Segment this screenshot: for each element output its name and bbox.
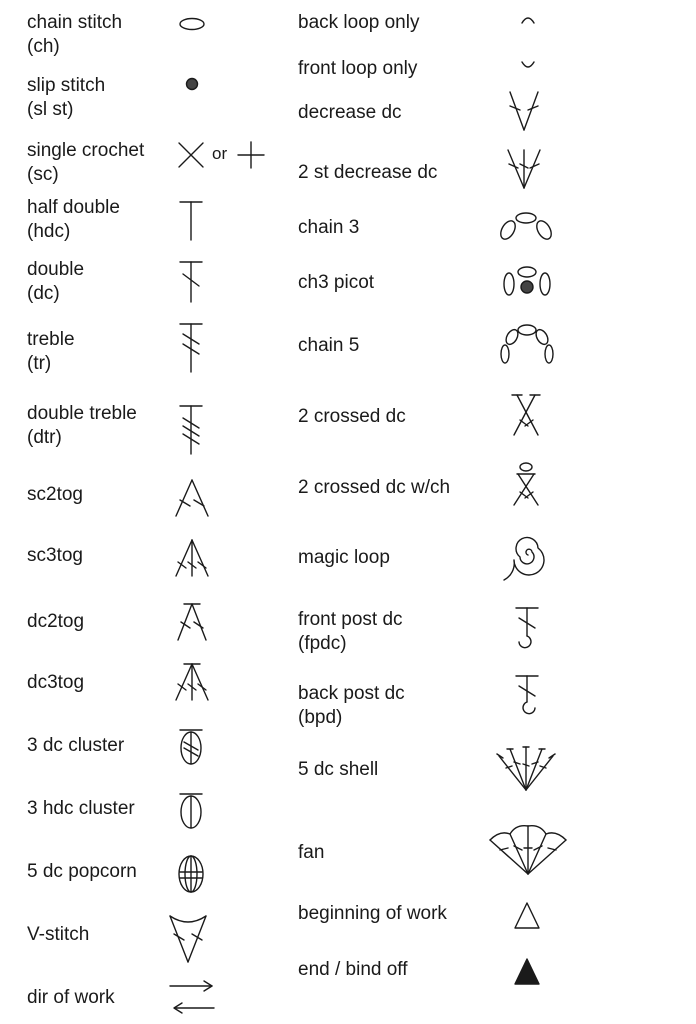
sc2tog-icon: [172, 476, 212, 520]
hdc-cluster-label: 3 hdc cluster: [27, 798, 135, 819]
or-text: or: [212, 144, 228, 163]
end-label: end / bind off: [298, 959, 408, 980]
sc3tog-label: sc3tog: [27, 545, 83, 566]
end-triangle-icon: [512, 956, 542, 988]
fpdc-label: front post dc (fpdc): [298, 609, 403, 654]
magic-loop-label: magic loop: [298, 547, 390, 568]
hdc-cluster-icon: [176, 790, 206, 834]
slip-stitch-icon: [184, 76, 200, 92]
back-loop-label: back loop only: [298, 12, 420, 33]
ch3-picot-label: ch3 picot: [298, 272, 375, 293]
treble-icon: [176, 320, 206, 376]
front-loop-icon: [518, 58, 538, 72]
fpdc-icon: [512, 604, 542, 652]
double-treble-icon: [176, 402, 206, 458]
decrease-2st-icon: [504, 146, 544, 194]
dc2tog-icon: [172, 600, 212, 644]
chain5-label: chain 5: [298, 335, 360, 356]
decrease-2st-label: 2 st decrease dc: [298, 162, 438, 183]
v-stitch-icon: [166, 910, 210, 966]
treble-label: treble (tr): [27, 329, 75, 374]
double-treble-label: double treble (dtr): [27, 403, 137, 448]
chain-stitch-label: chain stitch (ch): [27, 12, 123, 57]
decrease-dc-icon: [504, 88, 544, 136]
dc2tog-label: dc2tog: [27, 611, 85, 632]
popcorn-label: 5 dc popcorn: [27, 861, 137, 882]
chain-stitch-icon: [178, 14, 208, 34]
ch3-picot-icon: [500, 262, 556, 302]
single-crochet-plus-icon: [236, 140, 266, 170]
front-loop-label: front loop only: [298, 58, 418, 79]
dc-cluster-label: 3 dc cluster: [27, 735, 125, 756]
dir-of-work-label: dir of work: [27, 987, 115, 1008]
double-crochet-icon: [176, 258, 206, 306]
fan-label: fan: [298, 842, 325, 863]
single-crochet-label: single crochet (sc): [27, 140, 145, 185]
crossed-dc-ch-icon: [508, 460, 544, 508]
bpdc-label: back post dc (bpd): [298, 683, 405, 728]
beginning-triangle-icon: [512, 900, 542, 932]
half-double-label: half double (hdc): [27, 197, 120, 242]
shell-icon: [496, 744, 556, 794]
chain3-icon: [498, 208, 558, 244]
chain5-icon: [498, 322, 558, 370]
half-double-icon: [176, 198, 206, 244]
shell-label: 5 dc shell: [298, 759, 379, 780]
sc2tog-label: sc2tog: [27, 484, 83, 505]
bpdc-icon: [512, 672, 542, 720]
magic-loop-icon: [500, 530, 556, 580]
crossed-dc-icon: [508, 392, 544, 438]
crossed-dc-ch-label: 2 crossed dc w/ch: [298, 477, 451, 498]
chain3-label: chain 3: [298, 217, 360, 238]
dc3tog-icon: [172, 660, 212, 704]
slip-stitch-label: slip stitch (sl st): [27, 75, 106, 120]
popcorn-icon: [176, 852, 206, 896]
v-stitch-label: V-stitch: [27, 924, 90, 945]
dc-cluster-icon: [176, 726, 206, 770]
beginning-label: beginning of work: [298, 903, 447, 924]
single-crochet-x-icon: [176, 140, 206, 170]
fan-icon: [486, 820, 570, 878]
dc3tog-label: dc3tog: [27, 672, 85, 693]
crossed-dc-label: 2 crossed dc: [298, 406, 406, 427]
decrease-dc-label: decrease dc: [298, 102, 402, 123]
sc3tog-icon: [172, 536, 212, 580]
dir-of-work-icon: [168, 976, 218, 1016]
back-loop-icon: [518, 12, 538, 26]
double-label: double (dc): [27, 259, 85, 304]
